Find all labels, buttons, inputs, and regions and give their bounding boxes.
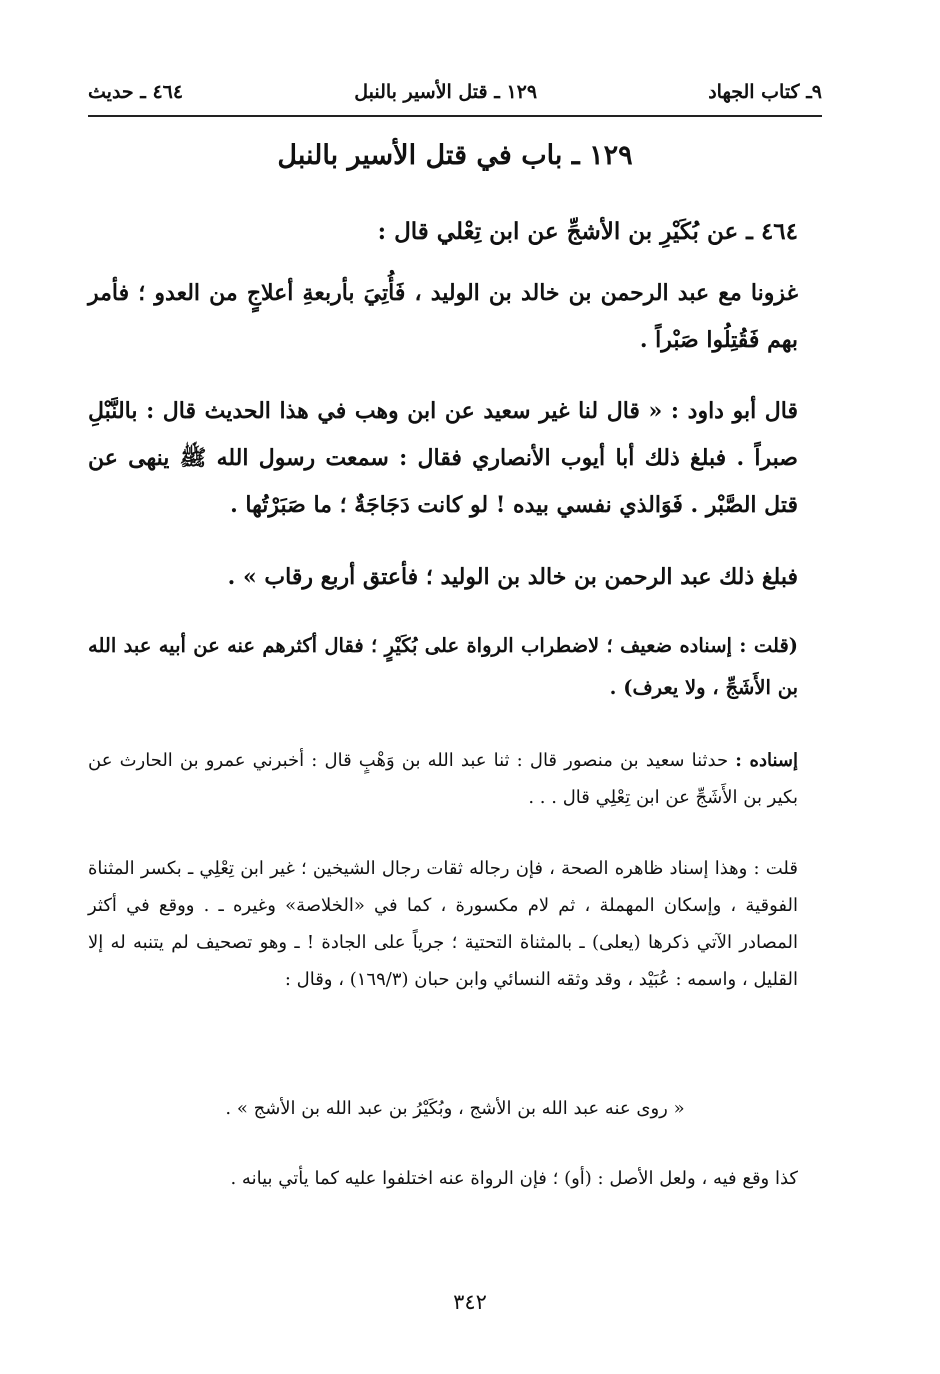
hadith-heading: ٤٦٤ ـ عن بُكَيْرِ بن الأشجِّ عن ابن تِعْلي قال : [377,218,798,245]
header-book-title: ٩ـ كتاب الجهاد [708,81,822,103]
isnad-label: إسناده : [735,750,799,771]
abu-dawud-note-end: فبلغ ذلك عبد الرحمن بن خالد بن الوليد ؛ فأعتق أربع رقاب » . [227,564,798,590]
header-divider [88,115,822,117]
page-number: ٣٤٢ [453,1290,487,1314]
isnad-paragraph [88,742,798,816]
quotation: « روى عنه عبد الله بن الأشج ، وبُكَيْرُ بن عبد الله بن الأشج » . [225,1098,685,1119]
header-hadith-number: ٤٦٤ ـ حديث [88,81,184,103]
running-header [88,72,822,112]
chapter-title: ١٢٩ ـ باب في قتل الأسير بالنبل [277,140,633,171]
grading-note: (قلت : إسناده ضعيف ؛ لاضطراب الرواة على بُكَيْرٍ ؛ فقال أكثرهم عنه عن أبيه عبد الله بن الأَشَجِّ ، ولا يعرف) . [88,634,798,699]
commentary-paragraph: قلت : وهذا إسناد ظاهره الصحة ، فإن رجاله ثقات رجال الشيخين ؛ غير ابن تِعْلِي ـ بكسر المثناة الفوقية ، وإسكان المهملة ، ثم لام مكسورة ، كما في «الخلاصة» وغيره ـ . ووقع في أكثر المصادر الآتي ذكرها (يعلى) ـ بالمثناة التحتية ؛ جرياً على الجادة ! ـ وهو تصحيف لم يتنبه له إلا القليل ، واسمه : عُبَيْد ، وقد وثقه النسائي وابن حبان (١٦٩/٣) ، وقال : [88,858,798,990]
abu-dawud-note: قال أبو داود : « قال لنا غير سعيد عن ابن وهب في هذا الحديث قال : بالنَّبْلِ صبراً . فبلغ ذلك أبا أيوب الأنصاري فقال : سمعت رسول الله ﷺ ينهى عن قتل الصَّبْر . فَوَالذي نفسي بيده ! لو كانت دَجَاجَةٌ ؛ ما صَبَرْتُها . [88,398,799,518]
hadith-text: غزونا مع عبد الرحمن بن خالد بن الوليد ، فَأُتِيَ بأربعةِ أعلاجٍ من العدو ؛ فأمر بهم فَقُتِلُوا صَبْراً . [88,280,798,353]
isnad-text: حدثنا سعيد بن منصور قال : ثنا عبد الله بن وَهْبٍ قال : أخبرني عمرو بن الحارث عن بكير بن الأَشَجِّ عن ابن تِعْلِي قال . . . [88,750,798,808]
header-chapter: ١٢٩ ـ قتل الأسير بالنبل [354,81,538,103]
closing-note: كذا وقع فيه ، ولعل الأصل : (أو) ؛ فإن الرواة عنه اختلفوا عليه كما يأتي بيانه . [230,1168,798,1189]
